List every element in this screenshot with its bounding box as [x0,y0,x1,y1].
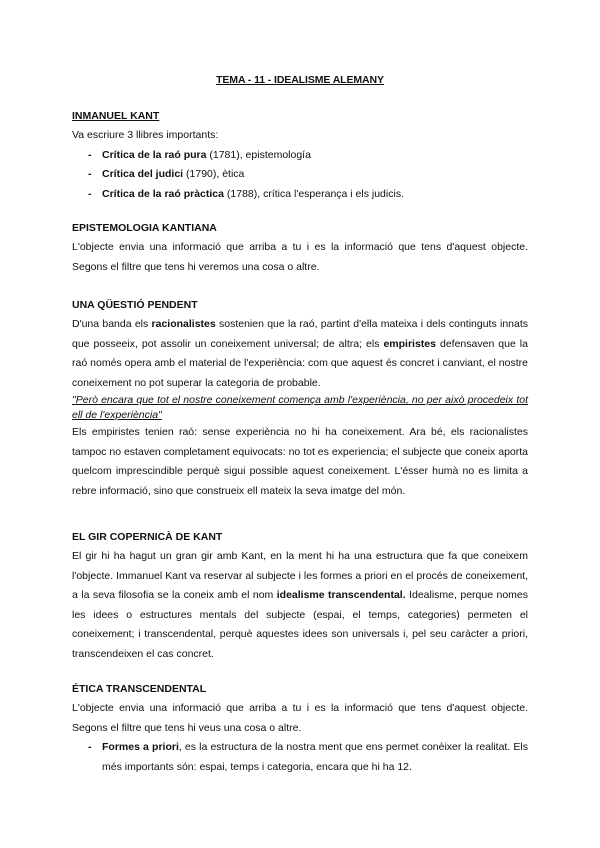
bullet-dash: - [88,741,92,753]
heading-gir-copernica: EL GIR COPERNICÀ DE KANT [72,531,223,543]
section-gir-copernica [72,528,528,664]
section-epistemologia [72,219,528,277]
etica-text: L'objecte envia una informació que arriba a tu i es la informació que tens d'aquest objecte. Segons el filtre que tens hi veus una cosa o altre. [72,702,528,734]
list-item: - Crítica del judici (1790), ètica [72,165,528,185]
heading-etica: ÉTICA TRANSCENDENTAL [72,683,207,695]
heading-questio-pendent: UNA QÜESTIÓ PENDENT [72,299,198,311]
questio-paragraph-1: D'una banda els racionalistes sostenien que la raó, partint d'ella mateixa i dels continguts innats que posseeix, pot assolir un coneixement universal; de altra; els empiristes defensaven que la raó només opera amb el material de l'experiència: com que aquest és concret i canviant, el nostre coneixement no pot superar la categoria de probable. [72,318,529,389]
gir-paragraph: El gir hi ha hagut un gran gir amb Kant, en la ment hi ha una estructura que fa que coneixem l'objecte. Immanuel Kant va reservar al subjecte i les formes a priori en el procés de coneixement, a la seva filosofia se la coneix amb el nom idealisme transcendental. Idealisme, perque nomes les idees o estructures mentals del subjecte (espai, el temps, categories) permeten el coneixement; i transcendental, perquè aquestes idees son universals i, pel seu caràcter a priori, transcendeixen el cas concret. [72,550,528,660]
section-etica [72,680,528,777]
epistemologia-text: L'objecte envia una informació que arriba a tu i es la informació que tens d'aquest objecte. Segons el filtre que tens hi veremos una cosa o altre. [72,241,528,273]
heading-kant: INMANUEL KANT [72,110,160,122]
bullet-dash: - [88,187,92,200]
kant-intro: Va escriure 3 llibres importants: [72,129,219,141]
section-kant [72,107,528,204]
bullet-dash: - [88,168,92,180]
kant-quote: "Però encara que tot el nostre coneixement comença amb l'experiència, no per això procedeix tot ell de l'experiència" [72,394,528,421]
section-questio-pendent [72,296,528,501]
heading-epistemologia: EPISTEMOLOGIA KANTIANA [72,222,217,234]
list-item: - Formes a priori, es la estructura de la nostra ment que ens permet conèixer la realitat. Els més importants són: espai, temps i categoria, encara que hi ha 12. [72,738,528,777]
bullet-dash: - [88,148,92,161]
book-list [72,146,528,205]
list-item: - Crítica de la raó pura (1781), epistemología [72,146,528,166]
questio-paragraph-2: Els empiristes tenien raó: sense experiència no hi ha coneixement. Ara bé, els racionalistes tampoc no estaven completament equivocats: no tot es experiencia; el subjecte que coneix aporta quelcom imprescindible perquè sigui possible aquest coneixement. L'ésser humà no es limita a rebre informació, sino que construeix ell mateix la seva imatge del món. [72,426,528,497]
list-item: - Crítica de la raó pràctica (1788), crítica l'esperança i els judicis. [72,185,528,205]
document-title: TEMA - 11 - IDEALISME ALEMANY [216,74,384,86]
etica-list [72,738,528,777]
